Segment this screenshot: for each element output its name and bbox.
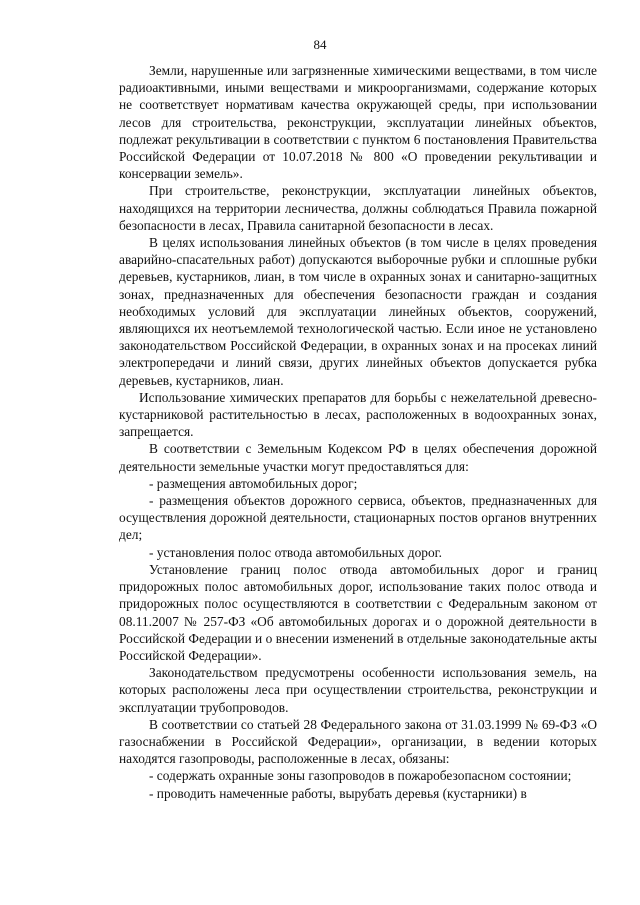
paragraph: Законодательством предусмотрены особенности использования земель, на которых расположены леса при осуществлении строительства, реконструкции и эксплуатации трубопроводов. <box>119 665 597 715</box>
paragraph: В соответствии с Земельным Кодексом РФ в целях обеспечения дорожной деятельности земельные участки могут предоставляться для: <box>119 441 597 474</box>
paragraph: Использование химических препаратов для борьбы с нежелательной древесно-кустарниковой растительностью в лесах, расположенных в водоохранных зонах, запрещается. <box>119 389 597 440</box>
paragraph: В целях использования линейных объектов (в том числе в целях проведения аварийно-спасательных работ) допускаются выборочные рубки и сплошные рубки деревьев, кустарников, лиан, в том числе в охранных зонах и санитарно-защитных зонах, предназначенных для обеспечения безопасности граждан и создания необходимых условий для эксплуатации линейных объектов, сооружений, являющихся их неотъемлемой технологической частью. Если иное не установлено законодательством Российской Федерации, в охранных зонах и на просеках линий электропередачи и линий связи, других линейных объектов допускается рубка деревьев, кустарников, лиан. <box>119 235 597 388</box>
list-item: - установления полос отвода автомобильных дорог. <box>149 544 442 560</box>
document-body <box>119 62 597 802</box>
paragraph: Установление границ полос отвода автомобильных дорог и границ придорожных полос автомобильных дорог, использование таких полос отвода и придорожных полос осуществляются в соответствии с Федеральным законом от 08.11.2007 № 257-ФЗ «Об автомобильных дорогах и о дорожной деятельности в Российской Федерации и о внесении изменений в отдельные законодательные акты Российской Федерации». <box>119 561 597 663</box>
paragraph: Земли, нарушенные или загрязненные химическими веществами, в том числе радиоактивными, иными веществами и микроорганизмами, содержание которых не соответствует нормативам качества окружающей среды, при использовании лесов для строительства, реконструкции, эксплуатации линейных объектов, подлежат рекультивации в соответствии с пунктом 6 постановления Правительства Российской Федерации от 10.07.2018 № 800 «О проведении рекультивации и консервации земель». <box>119 63 597 182</box>
list-item: - содержать охранные зоны газопроводов в пожаробезопасном состоянии; <box>149 768 572 784</box>
paragraph: В соответствии со статьей 28 Федерального закона от 31.03.1999 № 69-ФЗ «О газоснабжении в Российской Федерации», организации, в ведении которых находятся газопроводы, расположенные в лесах, обязаны: <box>119 716 597 767</box>
list-item: - размещения объектов дорожного сервиса, объектов, предназначенных для осуществления дорожной деятельности, стационарных постов органов внутренних дел; <box>119 493 597 543</box>
paragraph: При строительстве, реконструкции, эксплуатации линейных объектов, находящихся на территории лесничества, должны соблюдаться Правила пожарной безопасности в лесах, Правила санитарной безопасности в лесах. <box>119 183 597 233</box>
list-item: - проводить намеченные работы, вырубать деревья (кустарники) в <box>149 785 527 801</box>
list-item: - размещения автомобильных дорог; <box>149 475 358 491</box>
page-number: 84 <box>313 37 327 52</box>
